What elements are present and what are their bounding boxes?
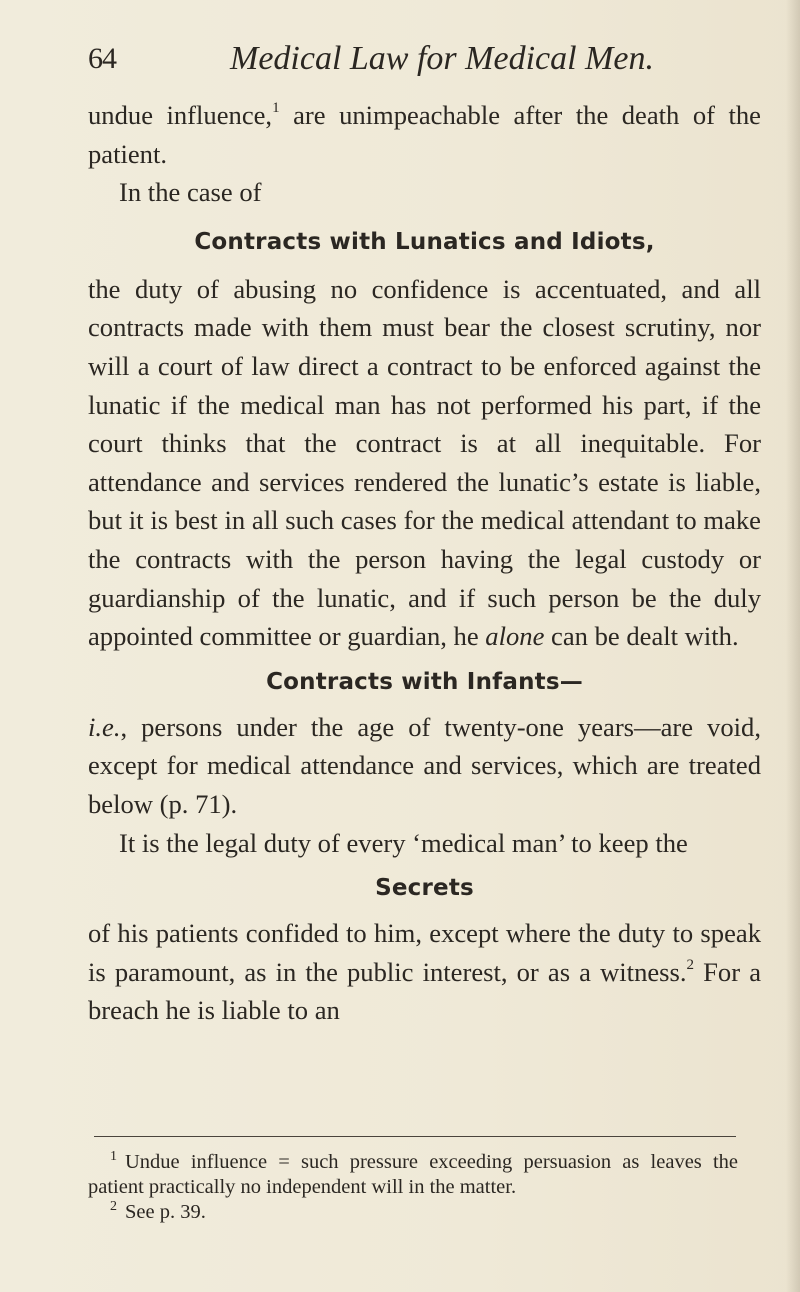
footnote-2-text: See p. 39. [125, 1200, 206, 1223]
p6-text: of his patients confided to him, except where the duty to speak is paramount, as in the public interest, or as a witness. [88, 918, 761, 987]
footnote-ref-1: 1 [272, 100, 280, 116]
footnote-rule [94, 1136, 736, 1137]
paragraph-5: It is the legal duty of every ‘medical man’ to keep the [119, 827, 688, 858]
paragraph-6 [88, 914, 761, 1030]
p6-end: For a breach he is liable to an [88, 956, 762, 1026]
heading-infants: Contracts with Infants— [266, 668, 583, 695]
paragraph-4 [88, 708, 761, 824]
paragraph-3 [88, 270, 761, 656]
p1-text: undue influence, [88, 100, 273, 130]
page-edge-shadow [786, 0, 800, 1292]
p4-text: , persons under the age of twenty-one years—are void, except for medical attendance and services, which are treated below (p. 71). [88, 711, 761, 819]
footnote-1 [88, 1150, 738, 1200]
paragraph-2: In the case of [119, 177, 262, 208]
paragraph-1 [88, 96, 761, 173]
footnote-2 [88, 1200, 738, 1225]
p4-emphasis: i.e. [88, 711, 121, 742]
footnote-1-mark: 1 [110, 1149, 117, 1164]
footnote-2-mark: 2 [110, 1198, 117, 1214]
page-number: 64 [88, 42, 116, 75]
running-head: Medical Law for Medical Men. [230, 40, 654, 77]
p3-text: the duty of abusing no confidence is accentuated, and all contracts made with them must bear the closest scrutiny, nor will a court of law direct a contract to be enforced against the lunatic if the medical man has not performed his part, if the court thinks that the contract is at all inequitable. For attendance and services rendered the lunatic’s estate is liable, but it is best in all such cases for the medical attendant to make the contracts with the person having the legal custody or guardianship of the lunatic, and if such person be the duly appointed committee or guardian, he [88, 273, 761, 652]
heading-lunatics: Contracts with Lunatics and Idiots, [194, 228, 655, 255]
body-text [88, 96, 761, 1030]
heading-secrets: Secrets [375, 875, 474, 902]
footnote-1-text: Undue influence = such pressure exceeding persuasion as leaves the patient practically no independent will in the matter. [88, 1151, 738, 1198]
p3-end: can be dealt with. [544, 621, 739, 652]
page-header [0, 40, 800, 90]
p3-emphasis: alone [485, 621, 545, 652]
p1-rest: are unimpeachable after the death of the patient. [88, 100, 761, 169]
footnotes [88, 1150, 738, 1224]
footnote-ref-2: 2 [686, 956, 695, 973]
